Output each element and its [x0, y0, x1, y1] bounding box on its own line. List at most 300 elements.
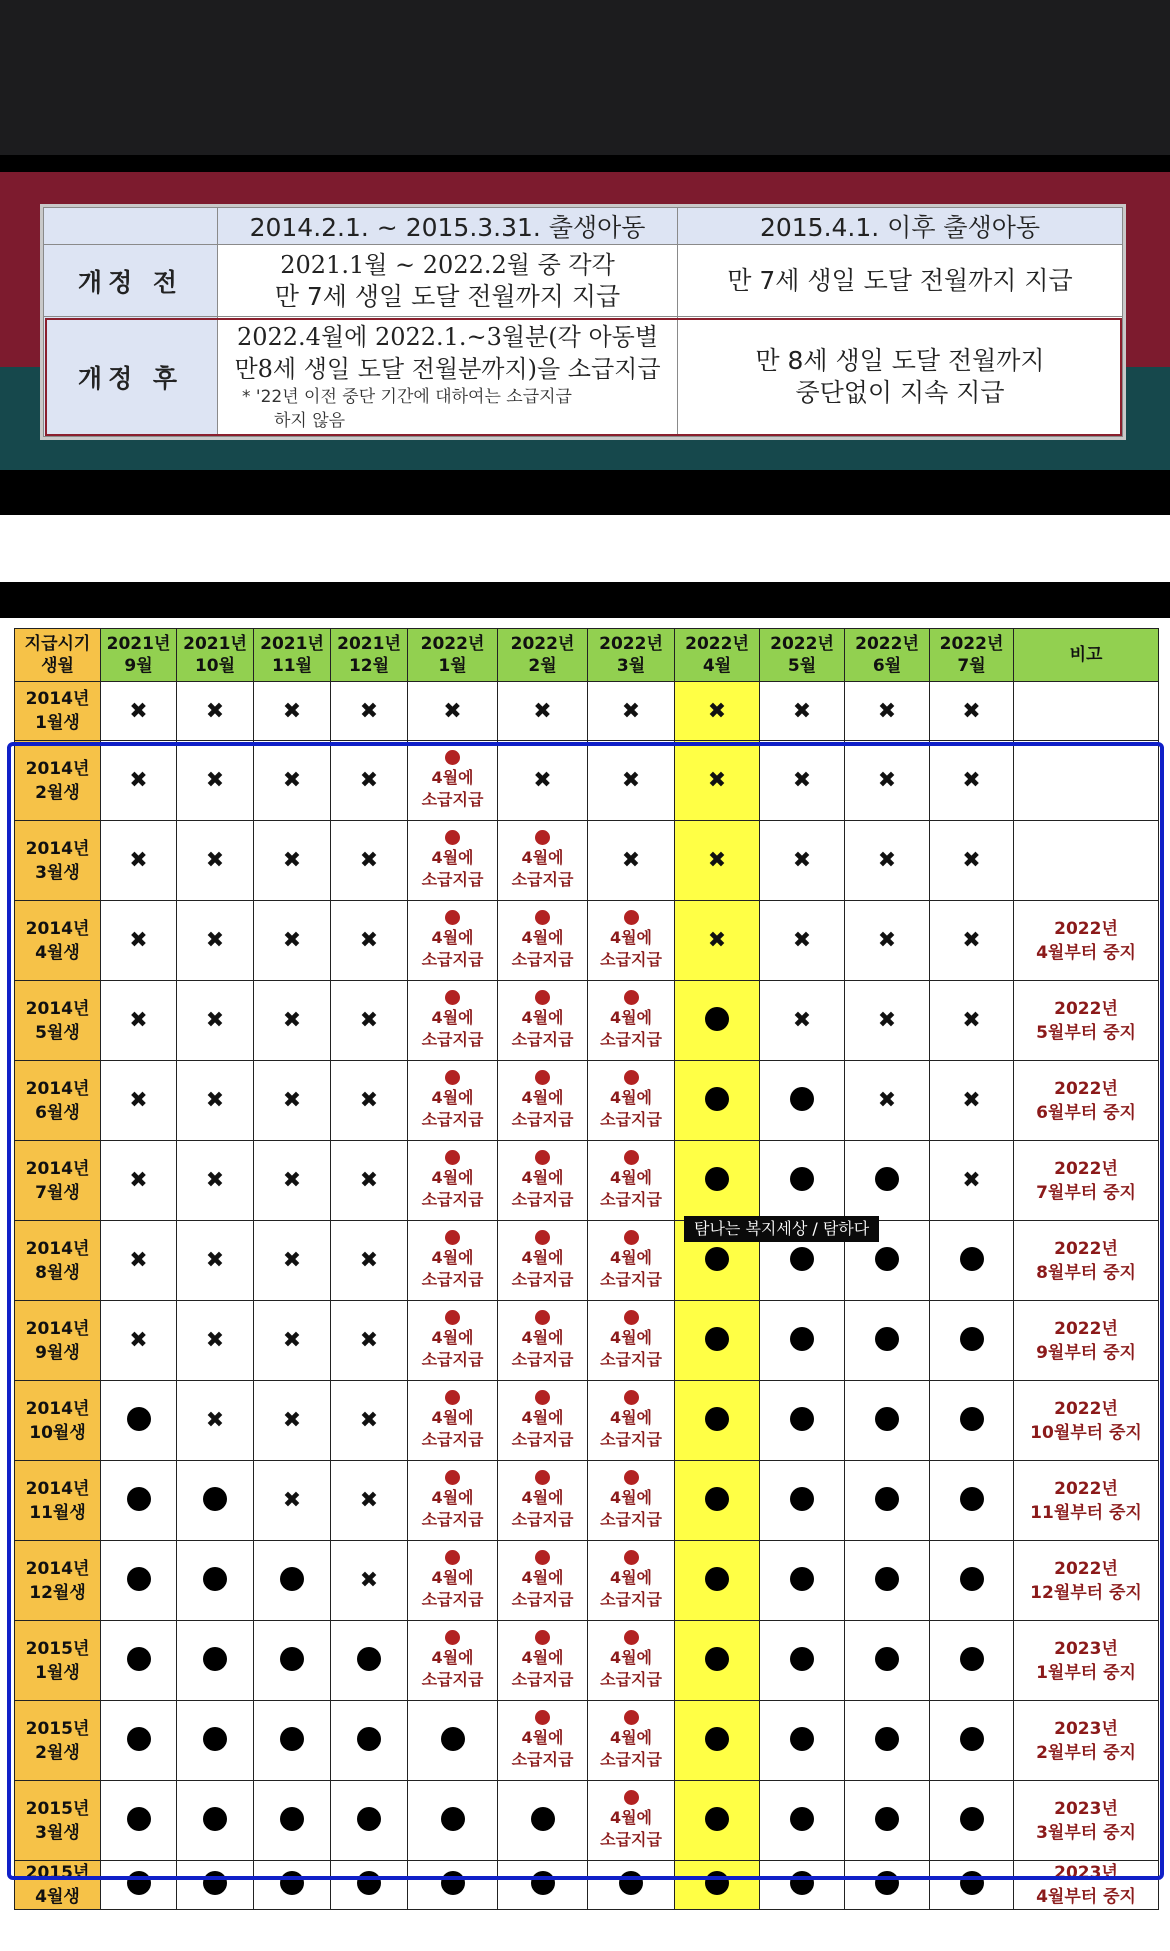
payment-cell: [760, 1141, 845, 1221]
payment-cell: [498, 1621, 588, 1701]
birth-month: 5월생: [35, 1022, 80, 1043]
birth-month: 6월생: [35, 1102, 80, 1123]
not-paid-icon: ✖: [877, 698, 897, 724]
retro-pay-line1: 4월에: [609, 1008, 653, 1027]
remark-year: 2022년: [1054, 1158, 1118, 1179]
after-col2-line2: 중단없이 지속 지급: [795, 377, 1005, 407]
retro-pay-dot-icon: [624, 910, 639, 925]
remark-cell: [1014, 1221, 1159, 1301]
birth-month-cell: [15, 1701, 101, 1781]
payment-cell: [498, 1381, 588, 1461]
birth-month-cell: [15, 1861, 101, 1910]
not-paid-icon: ✖: [205, 1168, 225, 1193]
month-header-year: 2021년: [106, 634, 171, 654]
remark-cell: [1014, 1861, 1159, 1910]
table-row: [15, 1541, 1159, 1621]
month-header: [760, 629, 845, 682]
payment-cell: [845, 1141, 930, 1221]
revision-notice-table: [40, 204, 1126, 440]
table-row: [15, 1061, 1159, 1141]
table-row: [15, 1381, 1159, 1461]
birth-month: 1월생: [35, 713, 80, 733]
retro-pay-line2: 소급지급: [600, 1750, 662, 1769]
not-paid-icon: ✖: [282, 1408, 302, 1433]
payment-cell: [588, 1221, 675, 1301]
retro-pay-line2: 소급지급: [421, 1110, 484, 1129]
birth-month-cell: [15, 1621, 101, 1701]
month-header: [408, 629, 498, 682]
payment-cell: [675, 682, 760, 741]
paid-dot-icon: [619, 1871, 643, 1895]
retro-pay-line1: 4월에: [609, 1648, 653, 1667]
retro-pay-line2: 소급지급: [421, 950, 484, 969]
retro-pay-line2: 소급지급: [600, 1270, 662, 1289]
month-header-month: 9월: [124, 656, 153, 676]
payment-cell: [675, 1781, 760, 1861]
payment-cell: [177, 1381, 254, 1461]
paid-dot-icon: [203, 1871, 227, 1895]
birth-year: 2014년: [25, 838, 90, 859]
payment-cell: [177, 1701, 254, 1781]
paid-dot-icon: [203, 1567, 227, 1591]
paid-dot-icon: [280, 1647, 304, 1671]
birth-month: 12월생: [29, 1582, 86, 1603]
retro-pay-dot-icon: [624, 1390, 639, 1405]
birth-year: 2014년: [25, 1318, 90, 1339]
paid-dot-icon: [790, 1567, 814, 1591]
payment-cell: [760, 682, 845, 741]
retro-pay-line1: 4월에: [431, 1248, 474, 1267]
payment-cell: [845, 1381, 930, 1461]
payment-cell: [845, 981, 930, 1061]
paid-dot-icon: [280, 1567, 304, 1591]
not-paid-icon: ✖: [359, 1088, 379, 1113]
paid-dot-icon: [203, 1807, 227, 1831]
payment-cell: [675, 741, 760, 821]
paid-dot-icon: [705, 1647, 729, 1671]
after-col1-cell: [218, 317, 678, 437]
payment-cell: [930, 1461, 1014, 1541]
payment-cell: [408, 1541, 498, 1621]
retro-pay-dot-icon: [535, 1470, 550, 1485]
retro-pay-line2: 소급지급: [511, 1270, 574, 1289]
retro-pay-line2: 소급지급: [600, 1590, 662, 1609]
notice-col1-header: 2014.2.1. ~ 2015.3.31. 출생아동: [218, 208, 678, 245]
payment-cell: [588, 1781, 675, 1861]
payment-cell: [331, 821, 408, 901]
payment-cell: [675, 1701, 760, 1781]
table-row: [15, 1701, 1159, 1781]
payment-cell: [498, 821, 588, 901]
paid-dot-icon: [441, 1807, 465, 1831]
payment-cell: [760, 1461, 845, 1541]
month-header-year: 2022년: [939, 634, 1004, 654]
birth-month: 4월생: [35, 1887, 80, 1907]
retro-pay-line1: 4월에: [609, 928, 653, 947]
retro-pay-dot-icon: [535, 910, 550, 925]
not-paid-icon: ✖: [282, 848, 302, 873]
payment-cell: [408, 1381, 498, 1461]
month-header-year: 2021년: [260, 634, 324, 654]
paid-dot-icon: [357, 1871, 381, 1895]
payment-cell: [930, 1621, 1014, 1701]
notice-col2-header: 2015.4.1. 이후 출생아동: [678, 208, 1123, 245]
payment-cell: [845, 1061, 930, 1141]
payment-cell: [101, 1861, 177, 1910]
paid-dot-icon: [960, 1407, 984, 1431]
paid-dot-icon: [127, 1807, 151, 1831]
retro-pay-line2: 소급지급: [511, 870, 574, 889]
payment-cell: [930, 1701, 1014, 1781]
payment-cell: [177, 981, 254, 1061]
corner-top-label: 지급시기: [24, 634, 91, 654]
remark-header: 비고: [1014, 629, 1159, 682]
retro-pay-line1: 4월에: [521, 1168, 564, 1187]
payment-cell: [408, 1141, 498, 1221]
payment-cell: [675, 1061, 760, 1141]
birth-month-cell: [15, 1221, 101, 1301]
remark-cell: [1014, 1381, 1159, 1461]
table-row: [15, 821, 1159, 901]
birth-year: 2014년: [25, 1478, 90, 1499]
month-header-month: 3월: [616, 656, 646, 676]
birth-year: 2015년: [25, 1638, 90, 1659]
retro-pay-dot-icon: [624, 1070, 639, 1085]
retro-pay-dot-icon: [445, 1070, 460, 1085]
retro-pay-line2: 소급지급: [421, 1350, 484, 1369]
retro-pay-dot-icon: [445, 1150, 460, 1165]
payment-cell: [177, 1781, 254, 1861]
retro-pay-line2: 소급지급: [511, 1590, 574, 1609]
paid-dot-icon: [960, 1247, 984, 1271]
remark-cell: [1014, 1141, 1159, 1221]
not-paid-icon: ✖: [621, 698, 641, 724]
not-paid-icon: ✖: [792, 1008, 812, 1033]
payment-cell: [498, 901, 588, 981]
paid-dot-icon: [790, 1871, 814, 1895]
birth-month-cell: [15, 821, 101, 901]
payment-cell: [760, 1061, 845, 1141]
retro-pay-dot-icon: [624, 990, 639, 1005]
payment-cell: [588, 1861, 675, 1910]
payment-cell: [845, 682, 930, 741]
paid-dot-icon: [960, 1727, 984, 1751]
payment-cell: [498, 741, 588, 821]
paid-dot-icon: [127, 1487, 151, 1511]
paid-dot-icon: [875, 1487, 899, 1511]
payment-cell: [845, 1701, 930, 1781]
month-header: [331, 629, 408, 682]
not-paid-icon: ✖: [359, 768, 379, 793]
before-col1-cell: [218, 245, 678, 317]
month-header: [588, 629, 675, 682]
not-paid-icon: ✖: [129, 1088, 148, 1113]
retro-pay-line2: 소급지급: [421, 1430, 484, 1449]
paid-dot-icon: [203, 1727, 227, 1751]
payment-cell: [408, 1461, 498, 1541]
month-header-year: 2022년: [685, 634, 749, 654]
birth-month: 1월생: [35, 1662, 80, 1683]
not-paid-icon: ✖: [282, 698, 302, 724]
paid-dot-icon: [705, 1007, 729, 1031]
payment-cell: [254, 1381, 331, 1461]
month-header-month: 6월: [872, 656, 902, 676]
retro-pay-line1: 4월에: [431, 1568, 474, 1587]
retro-pay-dot-icon: [445, 830, 460, 845]
retro-pay-line1: 4월에: [609, 1568, 653, 1587]
payment-cell: [845, 1461, 930, 1541]
payment-cell: [101, 1221, 177, 1301]
after-col2-cell: [678, 317, 1123, 437]
not-paid-icon: ✖: [129, 768, 148, 793]
payment-cell: [254, 1541, 331, 1621]
retro-pay-line1: 4월에: [609, 1488, 653, 1507]
birth-year: 2014년: [25, 758, 90, 779]
paid-dot-icon: [203, 1647, 227, 1671]
payment-cell: [675, 1861, 760, 1910]
payment-cell: [331, 1861, 408, 1910]
paid-dot-icon: [790, 1647, 814, 1671]
retro-pay-dot-icon: [624, 1630, 639, 1645]
paid-dot-icon: [875, 1247, 899, 1271]
not-paid-icon: ✖: [359, 1328, 379, 1353]
not-paid-icon: ✖: [962, 928, 981, 953]
table-row: [15, 1461, 1159, 1541]
not-paid-icon: ✖: [877, 768, 897, 793]
remark-cell: [1014, 1541, 1159, 1621]
payment-cell: [254, 741, 331, 821]
not-paid-icon: ✖: [282, 1328, 302, 1353]
payment-cell: [760, 1381, 845, 1461]
payment-cell: [675, 1541, 760, 1621]
payment-cell: [845, 1621, 930, 1701]
payment-cell: [498, 682, 588, 741]
birth-month-cell: [15, 1461, 101, 1541]
birth-month-cell: [15, 741, 101, 821]
payment-cell: [930, 821, 1014, 901]
payment-cell: [588, 682, 675, 741]
paid-dot-icon: [705, 1327, 729, 1351]
paid-dot-icon: [705, 1247, 729, 1271]
retro-pay-dot-icon: [445, 1630, 460, 1645]
retro-pay-line2: 소급지급: [511, 1430, 574, 1449]
retro-pay-dot-icon: [624, 1470, 639, 1485]
payment-cell: [408, 981, 498, 1061]
not-paid-icon: ✖: [129, 848, 148, 873]
retro-pay-line2: 소급지급: [511, 1110, 574, 1129]
remark-stop: 8월부터 중지: [1036, 1262, 1136, 1283]
payment-cell: [177, 901, 254, 981]
retro-pay-dot-icon: [535, 1230, 550, 1245]
retro-pay-dot-icon: [535, 1390, 550, 1405]
retro-pay-dot-icon: [445, 1390, 460, 1405]
payment-cell: [760, 1301, 845, 1381]
retro-pay-dot-icon: [535, 1550, 550, 1565]
retro-pay-line2: 소급지급: [511, 1750, 574, 1769]
payment-cell: [177, 1301, 254, 1381]
payment-cell: [588, 1541, 675, 1621]
retro-pay-line2: 소급지급: [600, 950, 662, 969]
birth-year: 2014년: [25, 1158, 90, 1179]
remark-cell: [1014, 1781, 1159, 1861]
header-row: [15, 629, 1159, 682]
paid-dot-icon: [705, 1727, 729, 1751]
after-col1-note2: 하지 않음: [274, 410, 346, 431]
payment-cell: [254, 1221, 331, 1301]
retro-pay-line1: 4월에: [431, 1648, 474, 1667]
retro-pay-line1: 4월에: [431, 1008, 474, 1027]
payment-cell: [588, 1701, 675, 1781]
paid-dot-icon: [705, 1807, 729, 1831]
payment-cell: [177, 1541, 254, 1621]
month-header-month: 4월: [702, 656, 732, 676]
payment-cell: [177, 741, 254, 821]
not-paid-icon: ✖: [621, 848, 641, 873]
payment-cell: [331, 981, 408, 1061]
remark-cell: [1014, 821, 1159, 901]
payment-cell: [930, 1541, 1014, 1621]
payment-cell: [930, 901, 1014, 981]
payment-cell: [331, 1541, 408, 1621]
payment-cell: [588, 821, 675, 901]
payment-cell: [845, 901, 930, 981]
month-header-month: 12월: [348, 656, 390, 676]
payment-cell: [331, 1061, 408, 1141]
not-paid-icon: ✖: [359, 928, 379, 953]
top-black-bar: [0, 0, 1170, 155]
payment-cell: [101, 1621, 177, 1701]
not-paid-icon: ✖: [877, 1008, 897, 1033]
payment-cell: [760, 1541, 845, 1621]
paid-dot-icon: [960, 1327, 984, 1351]
payment-cell: [101, 741, 177, 821]
not-paid-icon: ✖: [359, 1008, 379, 1033]
payment-cell: [930, 1061, 1014, 1141]
month-header-month: 5월: [787, 656, 817, 676]
remark-year: 2022년: [1054, 1238, 1118, 1259]
not-paid-icon: ✖: [533, 698, 552, 724]
paid-dot-icon: [875, 1327, 899, 1351]
retro-pay-line1: 4월에: [521, 1248, 564, 1267]
paid-dot-icon: [705, 1871, 729, 1895]
paid-dot-icon: [280, 1727, 304, 1751]
not-paid-icon: ✖: [129, 928, 148, 953]
remark-cell: [1014, 1061, 1159, 1141]
birth-month: 2월생: [35, 782, 80, 803]
not-paid-icon: ✖: [129, 698, 148, 724]
retro-pay-line1: 4월에: [609, 1408, 653, 1427]
retro-pay-line2: 소급지급: [421, 1030, 484, 1049]
not-paid-icon: ✖: [282, 1088, 302, 1113]
not-paid-icon: ✖: [205, 1008, 225, 1033]
paid-dot-icon: [705, 1407, 729, 1431]
payment-cell: [254, 682, 331, 741]
payment-cell: [331, 1701, 408, 1781]
payment-cell: [408, 1861, 498, 1910]
payment-cell: [331, 1221, 408, 1301]
payment-cell: [408, 741, 498, 821]
retro-pay-line1: 4월에: [431, 1088, 474, 1107]
birth-month: 10월생: [29, 1422, 86, 1443]
birth-month-cell: [15, 981, 101, 1061]
payment-cell: [331, 1461, 408, 1541]
not-paid-icon: ✖: [962, 1008, 981, 1033]
retro-pay-line1: 4월에: [431, 1488, 474, 1507]
retro-pay-line2: 소급지급: [600, 1830, 662, 1849]
payment-cell: [408, 1781, 498, 1861]
paid-dot-icon: [357, 1727, 381, 1751]
payment-cell: [177, 1141, 254, 1221]
retro-pay-line1: 4월에: [431, 928, 474, 947]
retro-pay-line2: 소급지급: [511, 1350, 574, 1369]
remark-year: 2022년: [1054, 998, 1118, 1019]
birth-month: 9월생: [35, 1342, 80, 1363]
not-paid-icon: ✖: [282, 768, 302, 793]
black-divider: [0, 582, 1170, 618]
payment-cell: [177, 821, 254, 901]
retro-pay-dot-icon: [624, 1310, 639, 1325]
payment-cell: [675, 981, 760, 1061]
payment-cell: [254, 1461, 331, 1541]
payment-cell: [408, 821, 498, 901]
after-revision-label: 개정 후: [44, 317, 218, 437]
retro-pay-line2: 소급지급: [511, 1670, 574, 1689]
payment-cell: [845, 821, 930, 901]
payment-cell: [760, 1621, 845, 1701]
not-paid-icon: ✖: [359, 1488, 379, 1513]
before-col2-cell: 만 7세 생일 도달 전월까지 지급: [678, 245, 1123, 317]
payment-cell: [101, 1061, 177, 1141]
payment-cell: [408, 1301, 498, 1381]
birth-month: 3월생: [35, 862, 80, 883]
retro-pay-line1: 4월에: [521, 1088, 564, 1107]
month-header-month: 11월: [271, 656, 313, 676]
retro-pay-line1: 4월에: [521, 1648, 564, 1667]
payment-cell: [254, 981, 331, 1061]
payment-cell: [254, 821, 331, 901]
paid-dot-icon: [960, 1487, 984, 1511]
not-paid-icon: ✖: [359, 698, 379, 724]
not-paid-icon: ✖: [359, 1168, 379, 1193]
not-paid-icon: ✖: [792, 768, 812, 793]
retro-pay-line2: 소급지급: [600, 1190, 662, 1209]
retro-pay-line1: 4월에: [431, 848, 474, 867]
remark-stop: 1월부터 중지: [1036, 1662, 1136, 1683]
retro-pay-dot-icon: [535, 1150, 550, 1165]
not-paid-icon: ✖: [707, 928, 727, 953]
remark-stop: 9월부터 중지: [1036, 1342, 1136, 1363]
remark-stop: 3월부터 중지: [1036, 1822, 1136, 1843]
birth-month: 4월생: [35, 942, 80, 963]
payment-cell: [930, 1381, 1014, 1461]
paid-dot-icon: [705, 1087, 729, 1111]
after-col1-line2: 만8세 생일 도달 전월분까지)을 소급지급: [234, 354, 661, 383]
black-divider: [0, 155, 1170, 172]
retro-pay-line1: 4월에: [431, 1168, 474, 1187]
payment-cell: [101, 1301, 177, 1381]
payment-cell: [845, 1861, 930, 1910]
not-paid-icon: ✖: [359, 1248, 379, 1273]
not-paid-icon: ✖: [707, 848, 727, 873]
paid-dot-icon: [127, 1871, 151, 1895]
birth-month-cell: [15, 1381, 101, 1461]
not-paid-icon: ✖: [443, 698, 462, 724]
payment-cell: [498, 1861, 588, 1910]
payment-cell: [498, 1461, 588, 1541]
birth-year: 2014년: [25, 689, 90, 709]
remark-stop: 11월부터 중지: [1030, 1502, 1142, 1523]
retro-pay-line2: 소급지급: [421, 1510, 484, 1529]
